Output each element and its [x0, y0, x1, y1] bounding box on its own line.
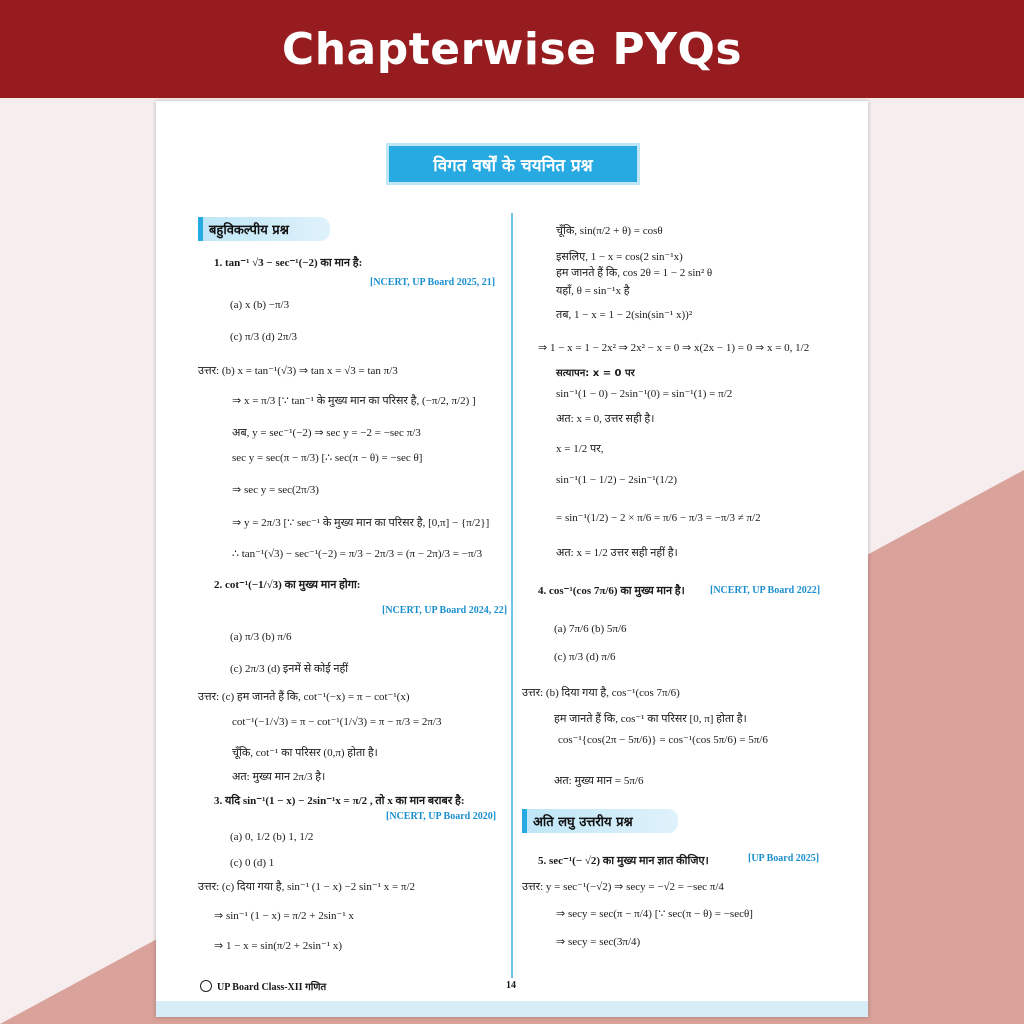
- left-text-line: [NCERT, UP Board 2025, 21]: [370, 277, 496, 288]
- left-text-line: (c) π/3 (d) 2π/3: [230, 331, 298, 343]
- right-text-line: अत: x = 0, उत्तर सही है।: [556, 413, 655, 425]
- right-text-line: ⇒ secy = sec(π − π/4) [∵ sec(π − θ) = −secθ]: [556, 908, 753, 920]
- left-text-line: ⇒ sin⁻¹ (1 − x) = π/2 + 2sin⁻¹ x: [214, 910, 354, 922]
- page-number: 14: [506, 980, 516, 991]
- right-text-line: sin⁻¹(1 − 0) − 2sin⁻¹(0) = sin⁻¹(1) = π/2: [556, 388, 733, 400]
- right-text-line: 5. sec⁻¹(− √2) का मुख्य मान ज्ञात कीजिए।: [538, 855, 709, 867]
- left-text-line: 3. यदि sin⁻¹(1 − x) − 2sin⁻¹x = π/2 , तो x का मान बराबर है:: [214, 795, 465, 807]
- right-text-line: सत्यापन: x = 0 पर: [556, 368, 635, 379]
- left-text-line: sec y = sec(π − π/3) [∴ sec(π − θ) = −sec θ]: [232, 452, 423, 464]
- left-text-line: 2. cot⁻¹(−1/√3) का मुख्य मान होगा:: [214, 579, 361, 591]
- right-text-line: चूँकि, sin(π/2 + θ) = cosθ: [556, 225, 663, 237]
- column-divider: [511, 213, 513, 978]
- banner-title: Chapterwise PYQs: [281, 23, 743, 75]
- left-text-line: cot⁻¹(−1/√3) = π − cot⁻¹(1/√3) = π − π/3 = 2π/3: [232, 716, 442, 728]
- page-title: विगत वर्षों के चयनित प्रश्न: [433, 155, 593, 176]
- left-text-line: चूँकि, cot⁻¹ का परिसर (0,π) होता है।: [232, 747, 378, 759]
- left-text-line: ⇒ sec y = sec(2π/3): [232, 484, 319, 496]
- right-text-line: x = 1/2 पर,: [556, 443, 604, 455]
- page-footer: [200, 979, 326, 993]
- left-text-line: [NCERT, UP Board 2020]: [386, 811, 497, 822]
- right-text-line: 4. cos⁻¹(cos 7π/6) का मुख्य मान है।: [538, 585, 685, 597]
- left-text-line: उत्तर: (b) x = tan⁻¹(√3) ⇒ tan x = √3 = tan π/3: [198, 365, 398, 377]
- right-text-line: [UP Board 2025]: [748, 853, 820, 864]
- header-banner: [0, 0, 1024, 98]
- right-text-line: उत्तर: (b) दिया गया है, cos⁻¹(cos 7π/6): [522, 687, 680, 699]
- footer-text: UP Board Class-XII गणित: [217, 982, 327, 993]
- book-page: [156, 101, 868, 1017]
- right-text-line: अत: x = 1/2 उत्तर सही नहीं है।: [556, 547, 678, 559]
- left-text-line: अब, y = sec⁻¹(−2) ⇒ sec y = −2 = −sec π/3: [232, 427, 421, 439]
- publisher-logo-icon: [200, 980, 212, 992]
- left-text-line: उत्तर: (c) दिया गया है, sin⁻¹ (1 − x) −2 sin⁻¹ x = π/2: [198, 881, 416, 893]
- right-text-line: तब, 1 − x = 1 − 2(sin(sin⁻¹ x))²: [556, 309, 693, 321]
- page-bottom-strip: [156, 1001, 868, 1017]
- left-text-line: ⇒ y = 2π/3 [∵ sec⁻¹ के मुख्य मान का परिसर है, [0,π] − {π/2}]: [232, 517, 490, 529]
- right-text-line: (c) π/3 (d) π/6: [554, 651, 616, 663]
- right-text-line: अत: मुख्य मान = 5π/6: [554, 775, 644, 787]
- section-short-heading: अति लघु उत्तरीय प्रश्न: [522, 809, 678, 833]
- left-text-line: (a) π/3 (b) π/6: [230, 631, 292, 643]
- right-text-line: ⇒ 1 − x = 1 − 2x² ⇒ 2x² − x = 0 ⇒ x(2x − 1) = 0 ⇒ x = 0, 1/2: [538, 342, 810, 354]
- left-text-line: ⇒ x = π/3 [∵ tan⁻¹ के मुख्य मान का परिसर है, (−π/2, π/2) ]: [232, 395, 476, 407]
- right-text-line: हम जानते हैं कि, cos⁻¹ का परिसर [0, π] होता है।: [554, 713, 747, 725]
- right-text-line: cos⁻¹{cos(2π − 5π/6)} = cos⁻¹(cos 5π/6) = 5π/6: [558, 734, 768, 746]
- left-text-line: (c) 0 (d) 1: [230, 857, 275, 869]
- left-text-line: (a) 0, 1/2 (b) 1, 1/2: [230, 831, 314, 843]
- page-title-box: [386, 143, 640, 185]
- left-text-line: उत्तर: (c) हम जानते हैं कि, cot⁻¹(−x) = π − cot⁻¹(x): [198, 691, 410, 703]
- right-text-line: उत्तर: y = sec⁻¹(−√2) ⇒ secy = −√2 = −sec π/4: [522, 881, 724, 893]
- left-text-line: ∴ tan⁻¹(√3) − sec⁻¹(−2) = π/3 − 2π/3 = (π − 2π)/3 = −π/3: [232, 548, 483, 560]
- left-text-line: अत: मुख्य मान 2π/3 है।: [232, 771, 326, 783]
- right-text-line: इसलिए, 1 − x = cos(2 sin⁻¹x): [556, 251, 683, 263]
- right-text-line: [NCERT, UP Board 2022]: [710, 585, 821, 596]
- section-mcq-heading: बहुविकल्पीय प्रश्न: [198, 217, 330, 241]
- left-text-line: 1. tan⁻¹ √3 − sec⁻¹(−2) का मान है:: [214, 257, 363, 269]
- left-text-line: [NCERT, UP Board 2024, 22]: [382, 605, 508, 616]
- right-text-line: (a) 7π/6 (b) 5π/6: [554, 623, 627, 635]
- right-text-line: ⇒ secy = sec(3π/4): [556, 936, 641, 948]
- right-text-line: sin⁻¹(1 − 1/2) − 2sin⁻¹(1/2): [556, 474, 678, 486]
- right-text-line: = sin⁻¹(1/2) − 2 × π/6 = π/6 − π/3 = −π/3 ≠ π/2: [556, 512, 761, 524]
- left-text-line: (a) x (b) −π/3: [230, 299, 290, 311]
- right-text-line: हम जानते हैं कि, cos 2θ = 1 − 2 sin² θ: [556, 267, 713, 279]
- left-text-line: (c) 2π/3 (d) इनमें से कोई नहीं: [230, 663, 349, 675]
- left-text-line: ⇒ 1 − x = sin(π/2 + 2sin⁻¹ x): [214, 940, 343, 952]
- right-text-line: यहाँ, θ = sin⁻¹x है: [556, 285, 630, 297]
